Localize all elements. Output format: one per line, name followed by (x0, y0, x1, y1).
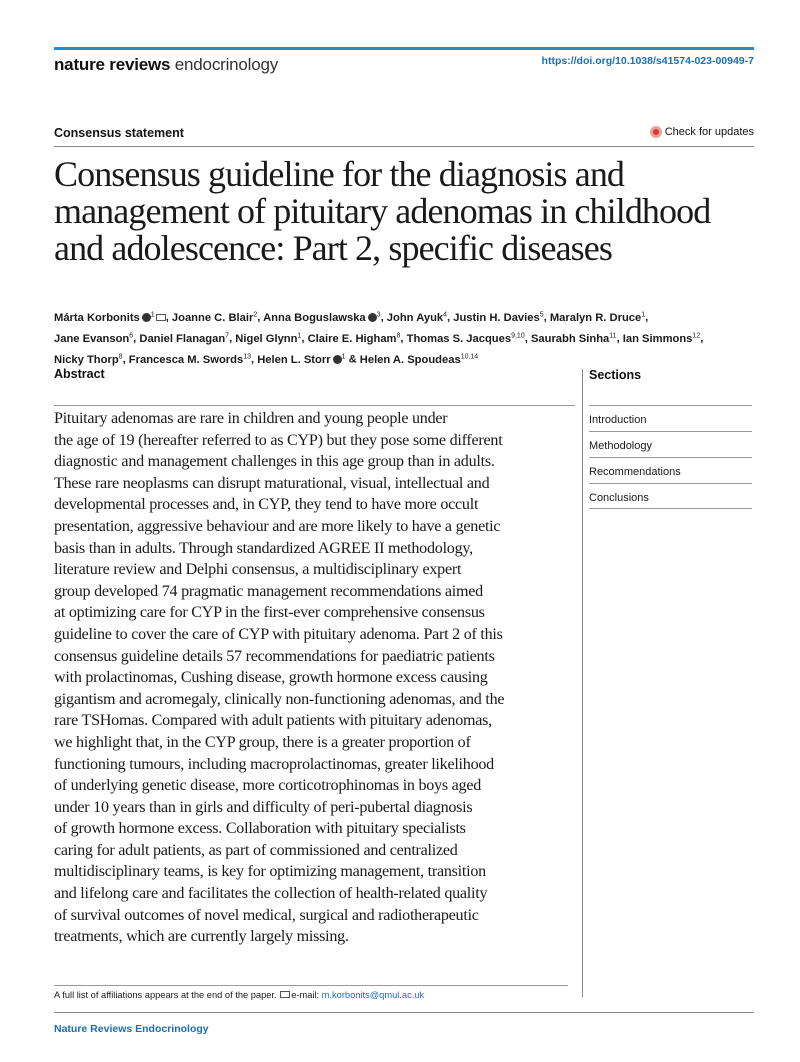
article-title: Consensus guideline for the diagnosis and management of pituitary adenomas in childhood and adolescence: Part 2, specific diseases (54, 154, 711, 268)
affiliation-number: 8 (118, 353, 123, 361)
abstract-line: rare TSHomas. Compared with adult patients with pituitary adenomas, (54, 712, 492, 730)
author[interactable] (54, 333, 133, 345)
abstract-line: These rare neoplasms can disrupt maturational, visual, intellectual and (54, 474, 490, 492)
article-type: Consensus statement (54, 126, 184, 140)
check-updates-button[interactable] (650, 126, 754, 138)
email-label: e-mail: (291, 990, 322, 1000)
author-name: Thomas S. Jacques (406, 332, 512, 345)
author[interactable] (407, 333, 525, 345)
orcid-icon[interactable] (333, 355, 342, 364)
abstract-line: of underlying genetic disease, more corticotrophinomas in boys aged (54, 777, 482, 795)
author-separator: , (257, 311, 264, 324)
journal-name-bold: nature reviews (54, 55, 171, 74)
abstract-line: guideline to cover the care of CYP with pituitary adenoma. Part 2 of this (54, 625, 503, 643)
author[interactable] (263, 312, 380, 324)
author-separator: , (700, 332, 704, 345)
footer-journal-name: Nature Reviews Endocrinology (54, 1023, 209, 1035)
journal-logo[interactable] (54, 55, 278, 75)
author-list (54, 306, 759, 369)
abstract-line: of growth hormone excess. Collaboration with pituitary specialists (54, 820, 466, 838)
abstract-line: treatments, which are currently largely missing. (54, 928, 349, 946)
journal-name-light: endocrinology (174, 55, 279, 74)
abstract-line: group developed 74 pragmatic management recommendations aimed (54, 582, 483, 600)
abstract-heading: Abstract (54, 367, 105, 381)
footer-rule (54, 1012, 754, 1013)
column-divider (582, 369, 583, 997)
section-link-conclusions[interactable]: Conclusions (589, 483, 752, 509)
author-separator: , (301, 332, 308, 345)
author[interactable] (308, 333, 401, 345)
author-name: Francesca M. Swords (128, 354, 244, 367)
abstract-line: consensus guideline details 57 recommendations for paediatric patients (54, 647, 495, 665)
author-name: Joanne C. Blair (171, 311, 254, 324)
author-name: Helen A. Spoudeas (359, 354, 461, 367)
author-name: John Ayuk (386, 311, 444, 324)
author-name: Nicky Thorp (54, 354, 119, 367)
abstract-line: literature review and Delphi consensus, a multidisciplinary expert (54, 561, 462, 579)
author[interactable] (139, 333, 229, 345)
footnote-rule (54, 985, 568, 986)
author-separator: , (645, 311, 649, 324)
author[interactable] (257, 354, 345, 366)
affiliation-number: 10,14 (460, 353, 479, 361)
sections-nav (589, 405, 752, 509)
abstract-rule (54, 405, 575, 406)
author-name: Maralyn R. Druce (549, 311, 642, 324)
author-line (54, 306, 759, 327)
mail-icon (280, 991, 290, 998)
abstract-line: with prolactinomas, Cushing disease, growth hormone excess causing (54, 669, 488, 687)
author-name: Daniel Flanagan (139, 332, 226, 345)
affiliation-number: 5 (539, 311, 544, 318)
author-name: Ian Simmons (622, 332, 693, 345)
author-separator: , (165, 311, 172, 324)
author-name: Justin H. Davies (453, 311, 540, 324)
orcid-icon[interactable] (368, 313, 377, 322)
affiliation-number: 13 (243, 353, 251, 361)
sections-heading: Sections (589, 368, 642, 382)
abstract-line: gigantism and acromegaly, clinically non-functioning adenomas, and the (54, 690, 505, 708)
author-name: Saurabh Sinha (530, 332, 610, 345)
author-name: Claire E. Higham (307, 332, 397, 345)
affiliation-number: 1 (641, 311, 646, 318)
abstract-line: multidisciplinary teams, is key for optimizing management, transition (54, 863, 486, 881)
author[interactable] (360, 354, 478, 366)
author-separator: , (133, 332, 140, 345)
title-rule (54, 146, 754, 147)
abstract-body (54, 408, 578, 948)
author[interactable] (550, 312, 645, 324)
section-link-methodology[interactable]: Methodology (589, 431, 752, 457)
author-separator: , (524, 332, 531, 345)
author-separator: , (616, 332, 623, 345)
affiliation-number: 11 (609, 332, 617, 340)
author-separator: , (400, 332, 407, 345)
abstract-line: at optimizing care for CYP in the first-ever comprehensive consensus (54, 604, 485, 622)
author-separator: , (543, 311, 550, 324)
section-link-introduction[interactable]: Introduction (589, 405, 752, 431)
author[interactable] (129, 354, 251, 366)
author-separator: , (380, 311, 387, 324)
author[interactable] (453, 312, 543, 324)
author[interactable] (54, 354, 123, 366)
footnote-text: A full list of affiliations appears at the end of the paper. (54, 990, 277, 1000)
author-line (54, 348, 759, 369)
affiliation-number: 2 (253, 311, 258, 318)
author-separator: , (447, 311, 454, 324)
abstract-line: the age of 19 (hereafter referred to as CYP) but they pose some different (54, 431, 503, 449)
abstract-line: developmental processes and, in CYP, they tend to have more occult (54, 496, 479, 514)
abstract-line: presentation, aggressive behaviour and are more likely to have a genetic (54, 517, 501, 535)
author[interactable] (623, 333, 700, 345)
author[interactable] (387, 312, 447, 324)
email-link[interactable]: m.korbonits@qmul.ac.uk (321, 990, 425, 1000)
author-separator: , (250, 354, 258, 367)
author-separator: , (229, 332, 236, 345)
affiliation-number: 9,10 (511, 332, 525, 340)
abstract-line: and lifelong care and facilitates the collection of health-related quality (54, 885, 488, 903)
orcid-icon[interactable] (142, 313, 151, 322)
doi-link[interactable]: https://doi.org/10.1038/s41574-023-00949-7 (541, 55, 754, 67)
affiliation-number: 3 (376, 311, 381, 318)
affiliation-number: 6 (129, 332, 134, 340)
affiliation-number: 7 (225, 332, 230, 340)
author[interactable] (235, 333, 301, 345)
author-separator: & (345, 354, 360, 367)
author[interactable] (54, 312, 166, 324)
author-separator: , (122, 354, 129, 367)
author-name: Helen L. Storr (257, 354, 331, 367)
affiliation-number: 1 (297, 332, 302, 340)
header-rule (54, 47, 754, 50)
abstract-line: Pituitary adenomas are rare in children and young people under (54, 410, 448, 427)
affiliation-number: 1 (341, 353, 346, 361)
author-name: Nigel Glynn (235, 332, 298, 345)
abstract-line: diagnostic and management challenges in this age group than in adults. (54, 453, 495, 471)
affiliation-number: 12 (692, 332, 701, 340)
author-name: Márta Korbonits (54, 311, 140, 324)
mail-icon[interactable] (156, 314, 166, 321)
check-updates-label: Check for updates (664, 126, 754, 138)
affiliation-footnote (54, 990, 424, 1000)
affiliation-number: 4 (443, 311, 448, 318)
abstract-line: we highlight that, in the CYP group, there is a greater proportion of (54, 733, 471, 751)
check-updates-icon (650, 126, 662, 138)
author-line (54, 327, 759, 348)
author-name: Anna Boguslawska (263, 311, 366, 324)
abstract-line: basis than in adults. Through standardized AGREE II methodology, (54, 539, 473, 557)
abstract-line: of survival outcomes of novel medical, surgical and radiotherapeutic (54, 906, 479, 924)
section-link-recommendations[interactable]: Recommendations (589, 457, 752, 483)
abstract-line: functioning tumours, including macroprolactinomas, greater likelihood (54, 755, 494, 773)
abstract-line: caring for adult patients, as part of commissioned and centralized (54, 841, 458, 859)
abstract-line: under 10 years than in girls and difficulty of peri-pubertal diagnosis (54, 798, 473, 816)
author-name: Jane Evanson (54, 332, 130, 345)
affiliation-number: 8 (396, 332, 401, 340)
affiliation-number: 1 (150, 311, 155, 318)
author[interactable] (531, 333, 617, 345)
author[interactable] (172, 312, 257, 324)
